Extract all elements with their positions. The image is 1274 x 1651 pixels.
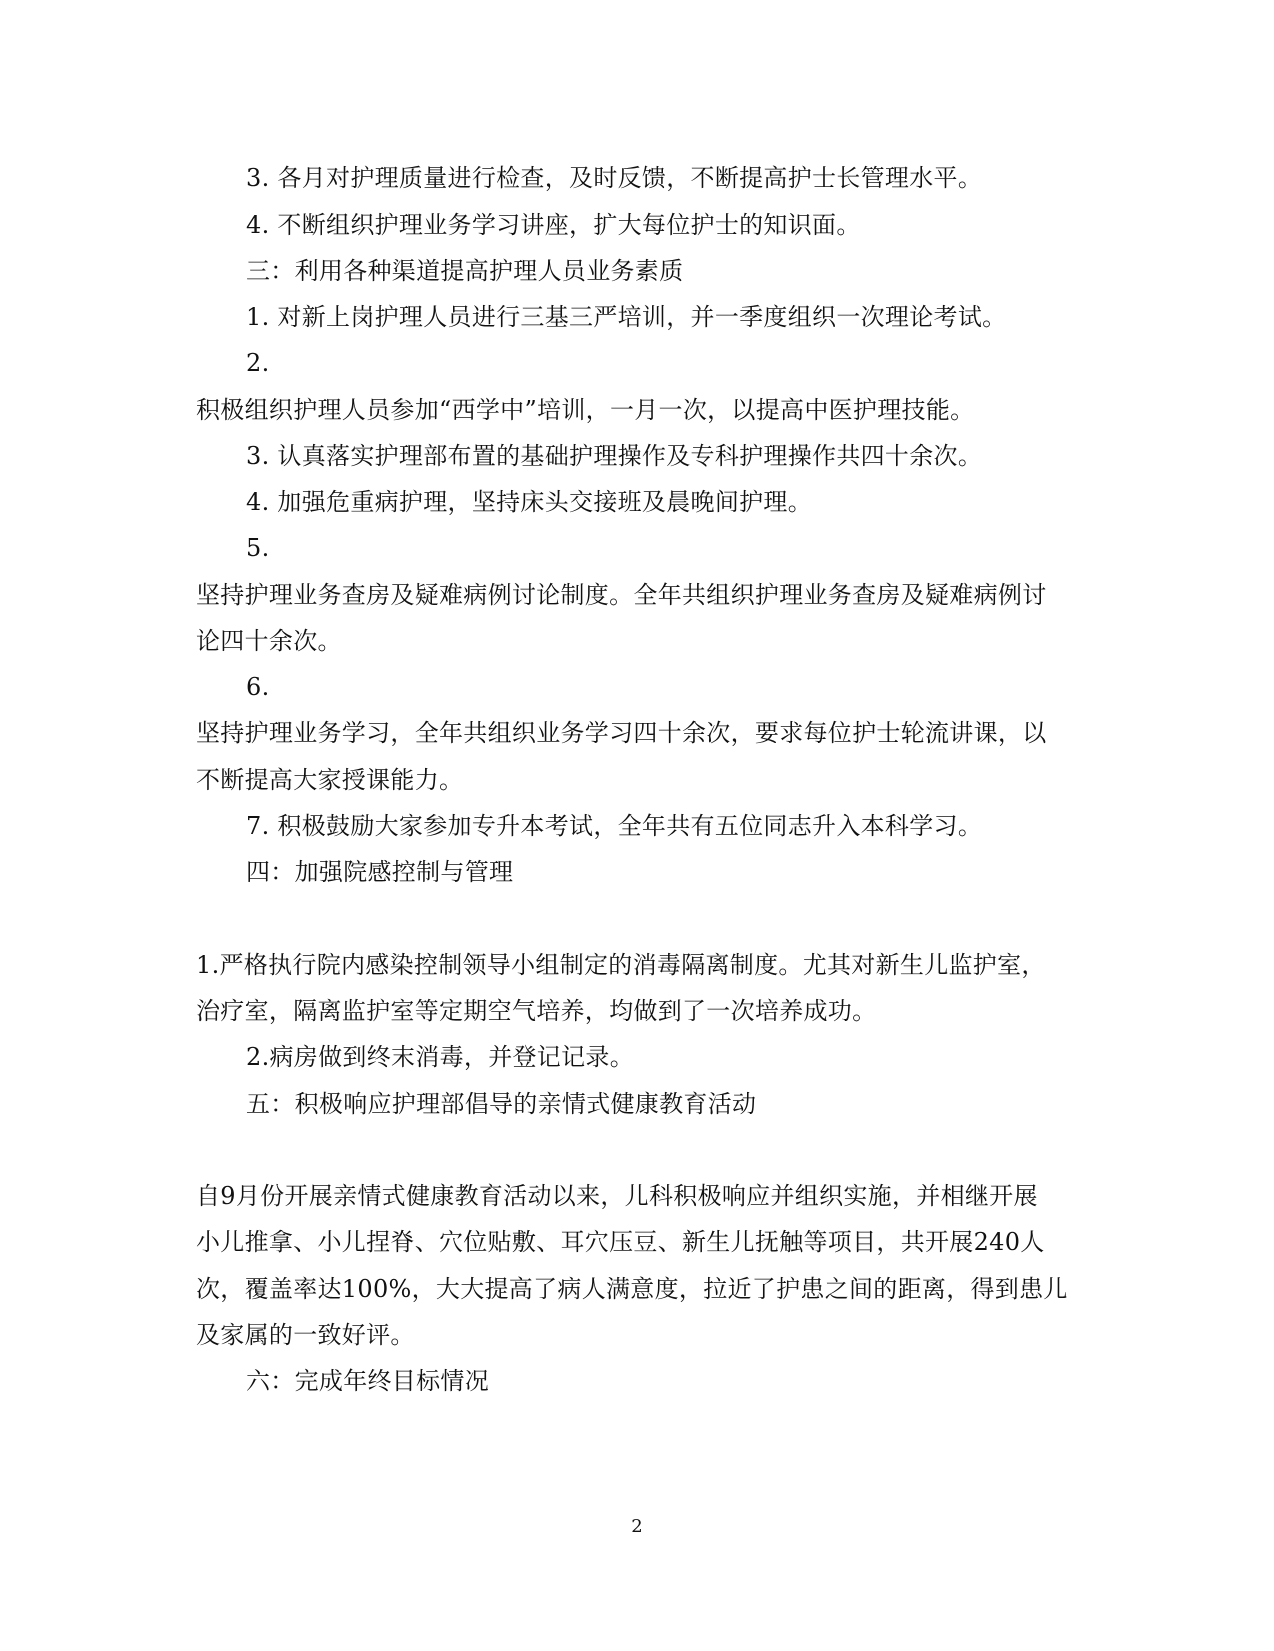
section-heading: 六：完成年终目标情况 xyxy=(246,1367,489,1395)
text-line: 7. 积极鼓励大家参加专升本考试，全年共有五位同志升入本科学习。 xyxy=(246,812,983,840)
section-heading: 四：加强院感控制与管理 xyxy=(246,858,514,886)
text-line: 论四十余次。 xyxy=(196,627,342,655)
text-line: 1. 对新上岗护理人员进行三基三严培训，并一季度组织一次理论考试。 xyxy=(246,303,1007,331)
text-line: 4. 加强危重病护理，坚持床头交接班及晨晚间护理。 xyxy=(246,488,813,516)
text-line: 2. xyxy=(246,349,270,377)
text-line: 6. xyxy=(246,673,270,701)
text-line: 3. 各月对护理质量进行检查，及时反馈，不断提高护士长管理水平。 xyxy=(246,164,983,192)
text-line: 自9月份开展亲情式健康教育活动以来，儿科积极响应并组织实施，并相继开展 xyxy=(196,1182,1038,1210)
page-number: 2 xyxy=(631,1516,643,1537)
text-line: 治疗室，隔离监护室等定期空气培养，均做到了一次培养成功。 xyxy=(196,997,877,1025)
text-line: 坚持护理业务学习，全年共组织业务学习四十余次，要求每位护士轮流讲课，以 xyxy=(196,719,1047,747)
text-line: 坚持护理业务查房及疑难病例讨论制度。全年共组织护理业务查房及疑难病例讨 xyxy=(196,581,1047,609)
text-line: 5. xyxy=(246,534,270,562)
text-line: 不断提高大家授课能力。 xyxy=(196,766,464,794)
text-line: 2.病房做到终末消毒，并登记记录。 xyxy=(246,1043,634,1071)
section-heading: 五：积极响应护理部倡导的亲情式健康教育活动 xyxy=(246,1090,757,1118)
text-line: 积极组织护理人员参加“西学中”培训，一月一次，以提高中医护理技能。 xyxy=(196,396,975,424)
section-heading: 三：利用各种渠道提高护理人员业务素质 xyxy=(246,257,684,285)
text-line: 及家属的一致好评。 xyxy=(196,1321,415,1349)
text-line: 小儿推拿、小儿捏脊、穴位贴敷、耳穴压豆、新生儿抚触等项目，共开展240人 xyxy=(196,1228,1045,1256)
text-line: 1.严格执行院内感染控制领导小组制定的消毒隔离制度。尤其对新生儿监护室， xyxy=(196,951,1046,979)
text-line: 3. 认真落实护理部布置的基础护理操作及专科护理操作共四十余次。 xyxy=(246,442,983,470)
text-line: 次，覆盖率达100%，大大提高了病人满意度，拉近了护患之间的距离，得到患儿 xyxy=(196,1275,1068,1303)
text-line: 4. 不断组织护理业务学习讲座，扩大每位护士的知识面。 xyxy=(246,211,861,239)
